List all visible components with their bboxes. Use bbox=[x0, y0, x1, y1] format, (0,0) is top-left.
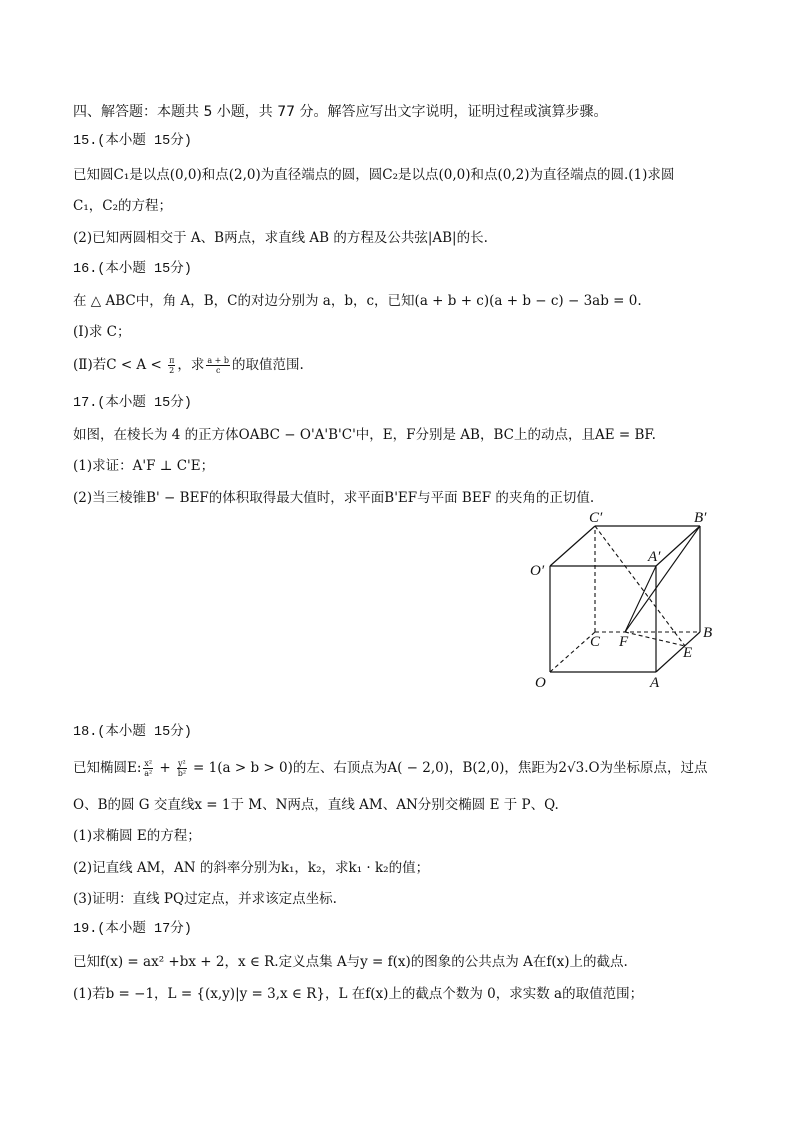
segment-C1-E bbox=[595, 526, 685, 646]
q16-line3-post: 的取值范围. bbox=[232, 357, 304, 373]
fraction-numerator: a + b bbox=[207, 356, 230, 365]
x2-over-a2-fraction bbox=[143, 759, 153, 778]
section-title: 四、解答题：本题共 5 小题，共 77 分。解答应写出文字说明，证明过程或演算步骤。 bbox=[73, 104, 608, 120]
q18-line1-pre: 已知椭圆E: bbox=[73, 760, 142, 776]
label-A: A bbox=[650, 675, 660, 691]
label-C: C bbox=[590, 634, 601, 650]
label-F: F bbox=[619, 634, 629, 650]
q18-line1 bbox=[73, 759, 708, 778]
y2-over-b2-fraction bbox=[177, 759, 187, 778]
q17-line2: (1)求证：A'F ⊥ C'E； bbox=[73, 458, 215, 474]
fraction-denominator: c bbox=[215, 366, 221, 375]
q17-header: 17.(本小题 15分) bbox=[73, 396, 192, 411]
label-O1: O′ bbox=[530, 563, 545, 579]
hidden-edge-O-C bbox=[550, 632, 595, 672]
label-O: O bbox=[535, 675, 546, 691]
q15-line2: C₁，C₂的方程； bbox=[73, 198, 172, 214]
q16-line1: 在 △ ABC中，角 A，B，C的对边分别为 a，b，c，已知(a + b + c)(a + b − c) − 3ab = 0. bbox=[73, 293, 642, 309]
edge-A1-B1 bbox=[656, 526, 700, 566]
label-B1: B′ bbox=[694, 510, 707, 526]
q19-line1: 已知f(x) = ax² +bx + 2，x ∈ R.定义点集 A与y = f(x)的图象的公共点为 A在f(x)上的截点. bbox=[73, 954, 628, 970]
fraction-numerator: π bbox=[169, 356, 175, 365]
q18-line2: O、B的圆 G 交直线x = 1于 M、N两点，直线 AM、AN分别交椭圆 E 于 P、Q. bbox=[73, 797, 559, 813]
q15-line3: (2)已知两圆相交于 A、B两点，求直线 AB 的方程及公共弦|AB|的长. bbox=[73, 230, 488, 246]
label-E: E bbox=[683, 645, 693, 661]
q16-line3-pre: (Ⅱ)若C < A < bbox=[73, 357, 167, 373]
a-plus-b-over-c-fraction bbox=[206, 356, 230, 375]
q18-line4: (2)记直线 AM，AN 的斜率分别为k₁，k₂，求k₁ · k₂的值； bbox=[73, 860, 430, 876]
fraction-numerator: y² bbox=[178, 759, 186, 768]
label-C1: C′ bbox=[589, 510, 603, 526]
edge-A-B bbox=[656, 632, 700, 672]
q18-line3: (1)求椭圆 E的方程； bbox=[73, 828, 201, 844]
q18-plus: + bbox=[155, 760, 176, 776]
segment-A1-F bbox=[625, 566, 656, 632]
q16-line3 bbox=[73, 356, 304, 375]
q19-line2: (1)若b = −1，L = {(x,y)|y = 3,x ∈ R}，L 在f(x)上的截点个数为 0，求实数 a的取值范围； bbox=[73, 986, 644, 1002]
q18-line5: (3)证明：直线 PQ过定点，并求该定点坐标. bbox=[73, 891, 337, 907]
fraction-denominator: b² bbox=[177, 769, 187, 778]
q16-header: 16.(本小题 15分) bbox=[73, 262, 192, 277]
label-A1: A′ bbox=[648, 549, 661, 565]
q18-line1-post: = 1(a > b > 0)的左、右顶点为A( − 2,0)，B(2,0)，焦距为2√3.O为坐标原点，过点 bbox=[188, 760, 708, 776]
q17-line1: 如图，在棱长为 4 的正方体OABC − O'A'B'C'中，E，F分别是 AB，BC上的动点，且AE = BF. bbox=[73, 427, 656, 443]
fraction-denominator: 2 bbox=[169, 366, 175, 375]
q18-header: 18.(本小题 15分) bbox=[73, 725, 192, 740]
q16-line3-mid: ，求 bbox=[177, 357, 205, 373]
q17-line3: (2)当三棱锥B' − BEF的体积取得最大值时，求平面B'EF与平面 BEF 的夹角的正切值. bbox=[73, 490, 595, 506]
q19-header: 19.(本小题 17分) bbox=[73, 922, 192, 937]
fraction-denominator: a² bbox=[144, 769, 153, 778]
q16-line2: (Ⅰ)求 C； bbox=[73, 324, 131, 340]
edge-O1-C1 bbox=[550, 526, 595, 566]
q15-line1: 已知圆C₁是以点(0,0)和点(2,0)为直径端点的圆，圆C₂是以点(0,0)和点(0,2)为直径端点的圆.(1)求圆 bbox=[73, 167, 675, 183]
label-B: B bbox=[703, 625, 713, 641]
fraction-numerator: x² bbox=[144, 759, 153, 768]
q15-header: 15.(本小题 15分) bbox=[73, 134, 192, 149]
pi-over-2-fraction bbox=[168, 356, 175, 375]
cube-figure bbox=[528, 505, 728, 695]
